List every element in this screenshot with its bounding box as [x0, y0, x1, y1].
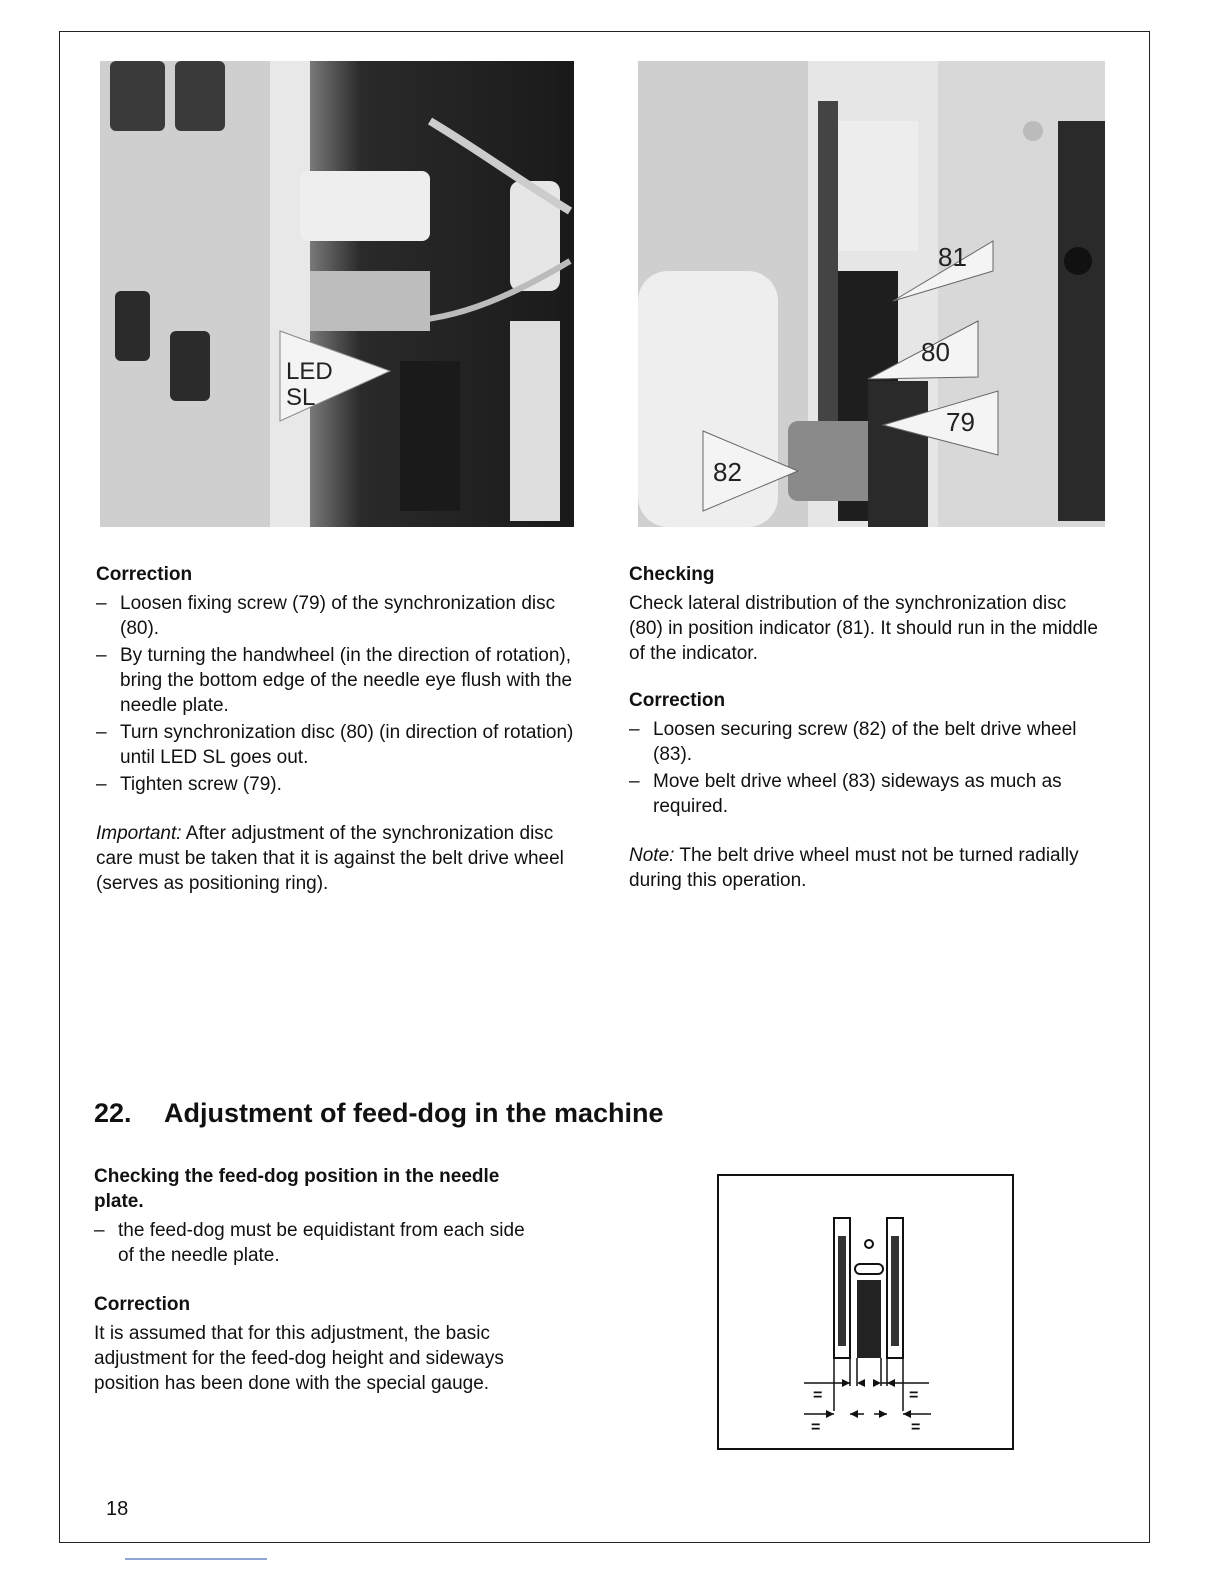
page-number: 18 — [106, 1498, 129, 1520]
list-item: – By turning the handwheel (in the direction of rotation), bring the bottom edge of the needle eye flush with the needle plate. — [96, 643, 576, 718]
correction-text: It is assumed that for this adjustment, the basic adjustment for the feed-dog height and sideways position has been done with the special gauge. — [94, 1323, 504, 1394]
note — [629, 843, 1099, 893]
note-label: Note: — [629, 845, 675, 866]
callout-80: 80 — [921, 337, 950, 367]
left-column — [96, 562, 576, 896]
equal-mark: = — [813, 1387, 823, 1404]
feed-dog-diagram — [717, 1174, 1014, 1450]
footer-rule — [125, 1558, 267, 1560]
section-title — [94, 1098, 664, 1129]
correction-heading: Correction — [94, 1294, 191, 1315]
correction-heading: Correction — [629, 690, 726, 711]
section-title-text: Adjustment of feed-dog in the machine — [164, 1098, 664, 1128]
right-column — [629, 562, 1099, 893]
note-text: The belt drive wheel must not be turned radially during this operation. — [629, 845, 1079, 891]
photo-sync-disc — [638, 61, 1105, 527]
section-column — [94, 1164, 544, 1396]
list-item: – Move belt drive wheel (83) sideways as much as required. — [629, 769, 1099, 819]
list-item: – Loosen fixing screw (79) of the synchronization disc (80). — [96, 591, 576, 641]
important-text: After adjustment of the synchronization disc care must be taken that it is against the belt drive wheel (serves as positioning ring). — [96, 823, 564, 894]
photo-led-sl — [100, 61, 574, 527]
list-item: – Tighten screw (79). — [96, 772, 576, 797]
list-item: – Turn synchronization disc (80) (in direction of rotation) until LED SL goes out. — [96, 720, 576, 770]
checking-text: Check lateral distribution of the synchronization disc (80) in position indicator (81). It should run in the middle of the indicator. — [629, 593, 1098, 664]
correction-heading: Correction — [96, 564, 193, 585]
important-label: Important: — [96, 823, 182, 844]
callout-82: 82 — [713, 457, 742, 487]
callout-81: 81 — [938, 242, 967, 272]
callout-79: 79 — [946, 407, 975, 437]
list-item: – Loosen securing screw (82) of the belt drive wheel (83). — [629, 717, 1099, 767]
list-item: – the feed-dog must be equidistant from each side of the needle plate. — [94, 1218, 544, 1268]
equal-mark: = — [811, 1419, 821, 1436]
equal-mark: = — [909, 1387, 919, 1404]
checking-heading: Checking — [629, 564, 715, 585]
equal-mark: = — [911, 1419, 921, 1436]
checking-heading: Checking the feed-dog position in the needle plate. — [94, 1166, 500, 1212]
section-number: 22. — [94, 1098, 132, 1128]
important-note — [96, 821, 576, 896]
callout-sl: SL — [286, 384, 316, 411]
callout-led: LED — [286, 358, 333, 385]
